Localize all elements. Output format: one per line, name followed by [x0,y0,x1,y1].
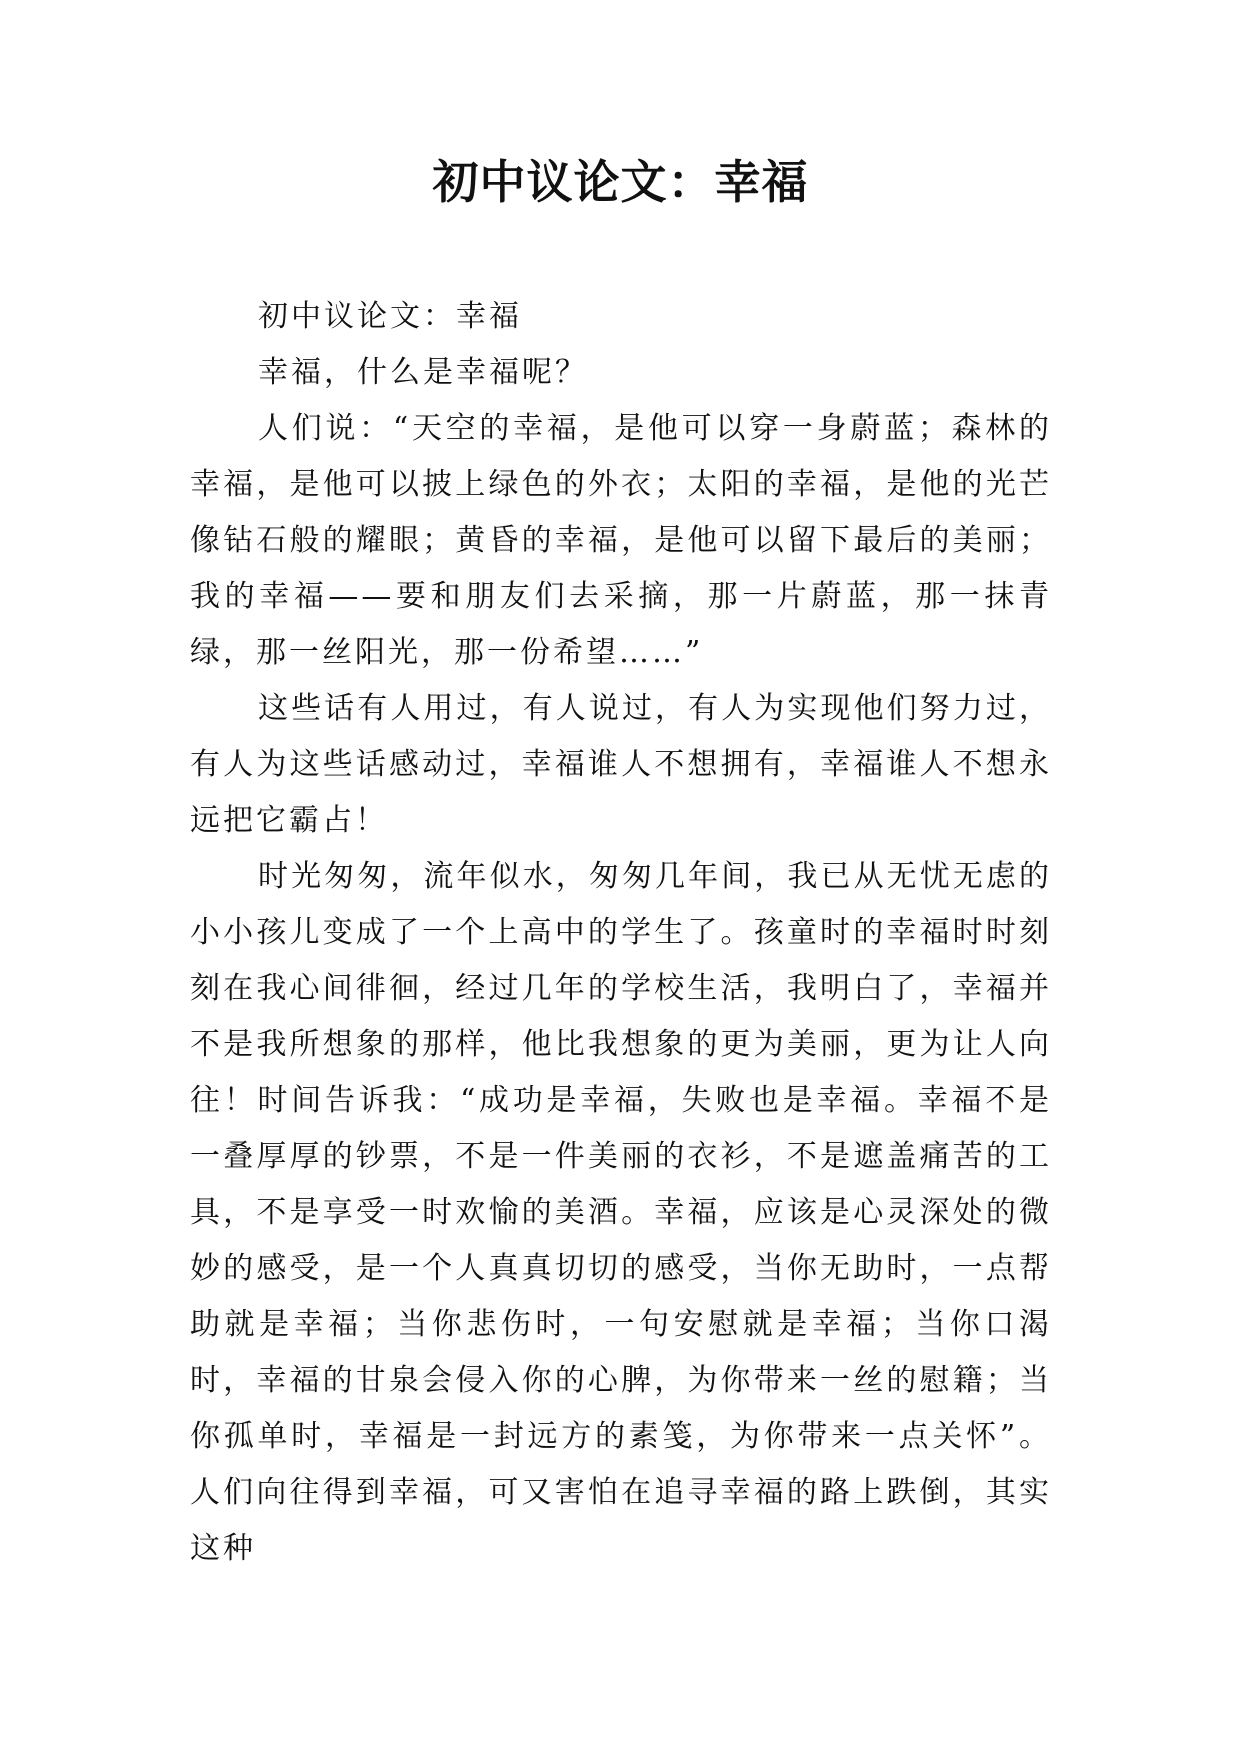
paragraph-everyone-wants: 这些话有人用过，有人说过，有人为实现他们努力过，有人为这些话感动过，幸福谁人不想拥有，幸福谁人不想永远把它霸占！ [190,691,1052,838]
paragraph-people-say: 人们说：“天空的幸福，是他可以穿一身蔚蓝；森林的幸福，是他可以披上绿色的外衣；太阳的幸福，是他的光芒像钻石般的耀眼；黄昏的幸福，是他可以留下最后的美丽；我的幸福——要和朋友们去采摘，那一片蔚蓝，那一抹青绿，那一丝阳光，那一份希望……” [190,411,1052,670]
document-body [190,289,1052,1577]
document-title: 初中议论文：幸福 [432,155,809,209]
paragraph-subtitle: 初中议论文：幸福 [258,299,522,334]
paragraph-question: 幸福，什么是幸福呢？ [258,355,588,390]
paragraph-time-passes: 时光匆匆，流年似水，匆匆几年间，我已从无忧无虑的小小孩儿变成了一个上高中的学生了。孩童时的幸福时时刻刻在我心间徘徊，经过几年的学校生活，我明白了，幸福并不是我所想象的那样，他比我想象的更为美丽，更为让人向往！时间告诉我：“成功是幸福，失败也是幸福。幸福不是一叠厚厚的钞票，不是一件美丽的衣衫，不是遮盖痛苦的工具，不是享受一时欢愉的美酒。幸福，应该是心灵深处的微妙的感受，是一个人真真切切的感受，当你无助时，一点帮助就是幸福；当你悲伤时，一句安慰就是幸福；当你口渴时，幸福的甘泉会侵入你的心脾，为你带来一丝的慰籍；当你孤单时，幸福是一封远方的素笺，为你带来一点关怀”。人们向往得到幸福，可又害怕在追寻幸福的路上跌倒，其实这种 [190,859,1052,1566]
